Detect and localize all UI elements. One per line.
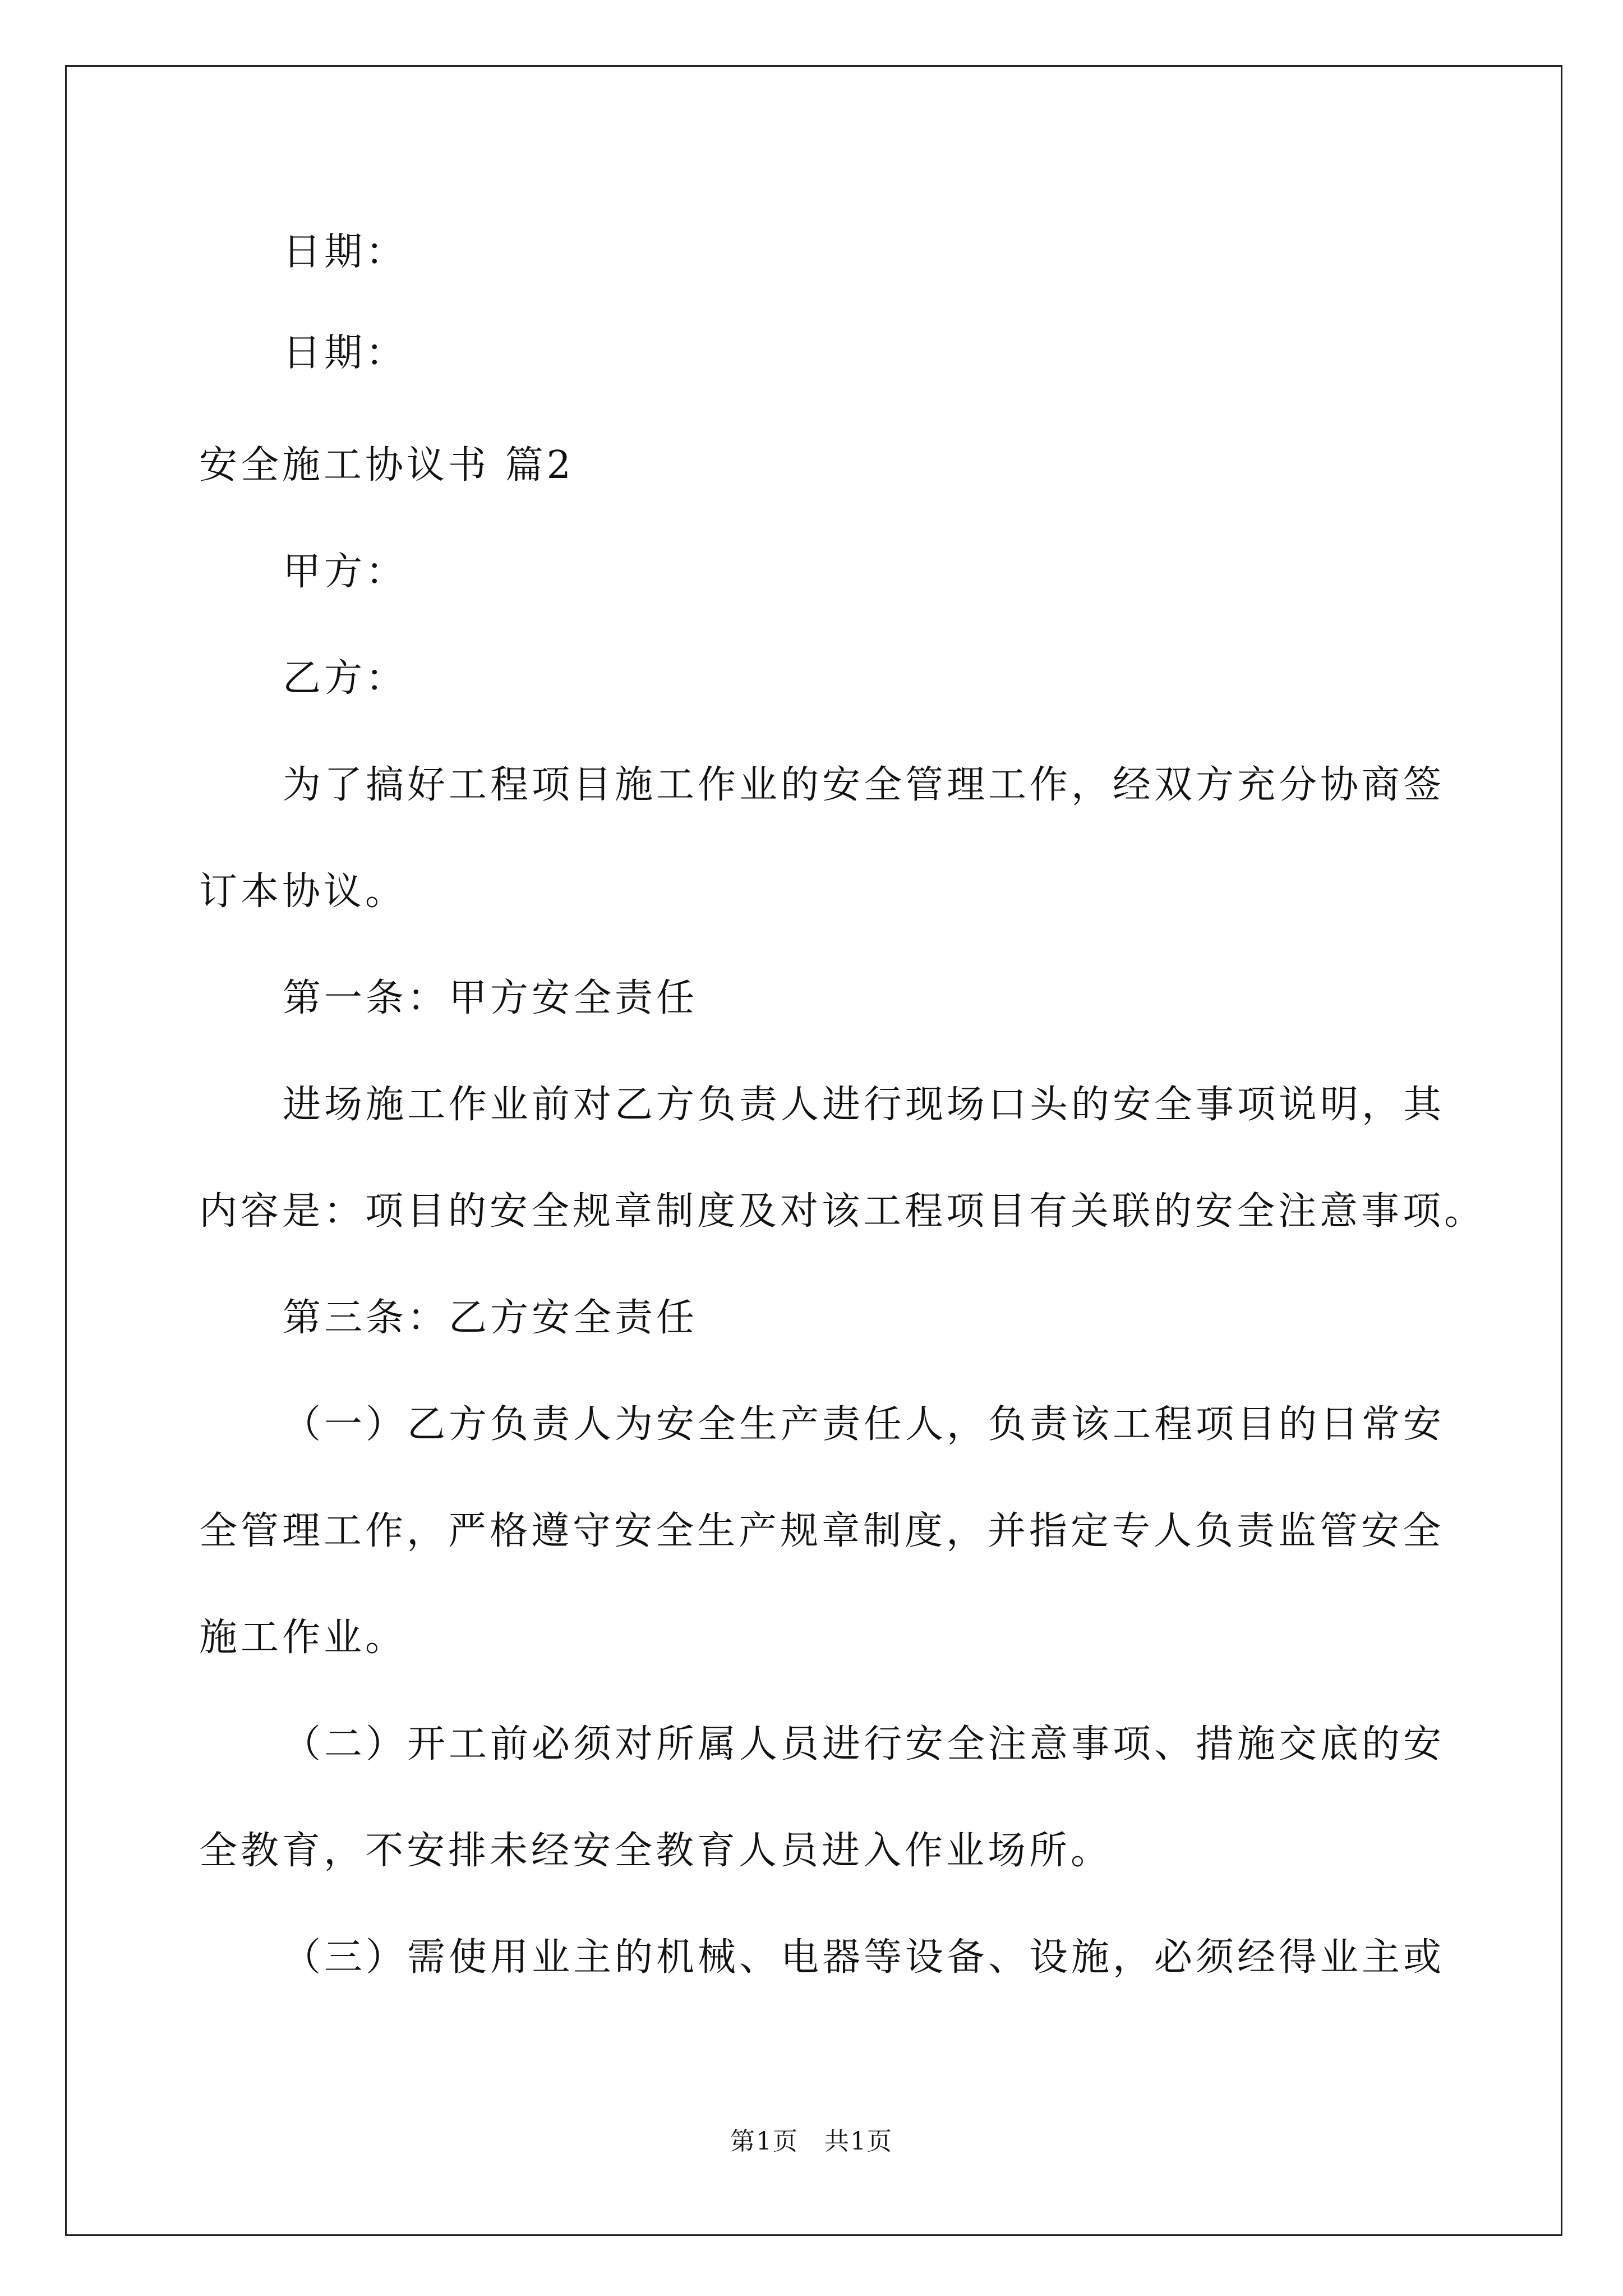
- party-a-line: 甲方：: [283, 550, 408, 594]
- date-line-2: 日期：: [283, 331, 408, 375]
- paragraph-line: （三）需使用业主的机械、电器等设备、设施，必须经得业主或: [283, 1935, 1445, 1980]
- paragraph-line: 施工作业。: [199, 1616, 407, 1660]
- paragraph-line: 内容是：项目的安全规章制度及对该工程项目有关联的安全注意事项。: [199, 1189, 1486, 1234]
- section-heading: 安全施工协议书 篇2: [199, 443, 574, 487]
- date-line-1: 日期：: [283, 230, 408, 274]
- article-heading: 第一条：甲方安全责任: [283, 976, 698, 1020]
- page-border: [65, 65, 1562, 2236]
- paragraph-line: （一）乙方负责人为安全生产责任人，负责该工程项目的日常安: [283, 1402, 1445, 1447]
- article-heading: 第三条：乙方安全责任: [283, 1296, 698, 1340]
- page-number: 第1页 共1页: [730, 2127, 893, 2156]
- paragraph-line: （二）开工前必须对所属人员进行安全注意事项、措施交底的安: [283, 1722, 1445, 1766]
- paragraph-line: 为了搞好工程项目施工作业的安全管理工作，经双方充分协商签: [283, 763, 1445, 807]
- paragraph-line: 进场施工作业前对乙方负责人进行现场口头的安全事项说明，其: [283, 1083, 1445, 1127]
- paragraph-line: 全管理工作，严格遵守安全生产规章制度，并指定专人负责监管安全: [199, 1509, 1445, 1553]
- party-b-line: 乙方：: [283, 656, 408, 701]
- paragraph-line: 全教育，不安排未经安全教育人员进入作业场所。: [199, 1829, 1113, 1873]
- paragraph-line: 订本协议。: [199, 869, 407, 914]
